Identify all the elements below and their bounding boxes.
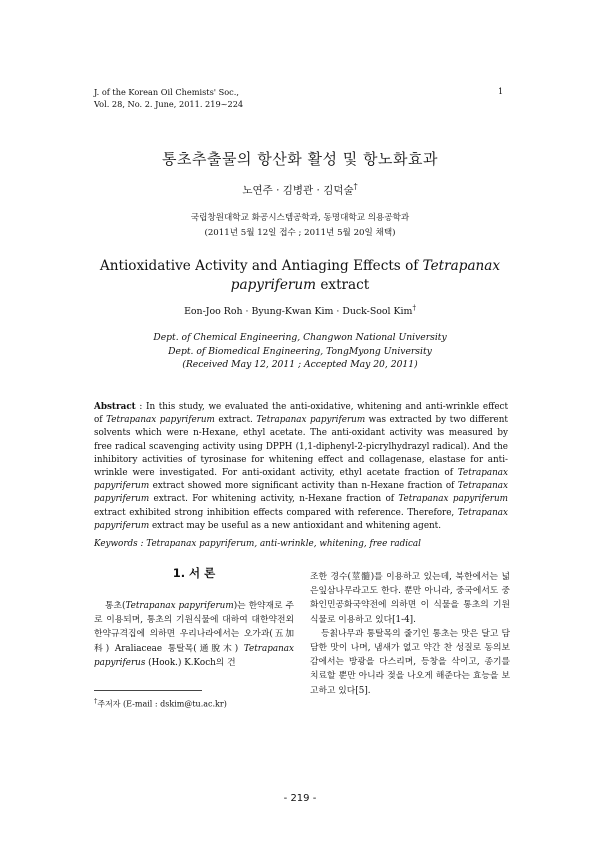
abstract xyxy=(94,401,508,533)
intro-paragraph-2: 등칡나무과 통탈목의 줄기인 통초는 맛은 달고 담담한 맛이 나며, 냄새가 없고 약간 찬 성질로 동의보감에서는 방광을 다스리며, 등창을 삭이고, 종기를 치료할 뿐만 아니라 젖을 나오게 해준다는 효능을 보고하고 있다[5]. xyxy=(310,628,510,696)
abstract-species-2: Tetrapanax papyriferum xyxy=(256,415,366,426)
journal-volume: Vol. 28, No. 2. June, 2011. 219~224 xyxy=(94,99,244,109)
received-dates: (Received May 12, 2011 ; Accepted May 20, 2011) xyxy=(182,359,418,370)
abstract-text-7: extract may be useful as a new antioxidant and whitening agent. xyxy=(149,520,442,531)
english-author-names: Eon-Joo Roh · Byung-Kwan Kim · Duck-Sool Kim xyxy=(184,306,413,318)
corresponding-dagger: † xyxy=(353,182,358,191)
abstract-text-4: extract showed more significant activity than n-Hexane fraction of xyxy=(149,481,458,492)
intro-paragraph-continued: 조한 경수(莖髓)를 이용하고 있는데, 북한에서는 넓은잎삼나무라고도 한다. 뿐만 아니라, 중국에서도 중화인민공화국약전에 의하면 이 식물을 통초의 기원식물로 이용하고 있다[1-4]. xyxy=(310,572,510,625)
abstract-text-5: extract. For whitening activity, n-Hexane fraction of xyxy=(149,494,399,505)
intro-right-column xyxy=(310,570,510,698)
intro-paragraph-1 xyxy=(94,599,294,670)
intro-text-b: )는 한약재로 주로 이용되며, 통초의 기원식물에 대하여 대한약전외 한약규격집에 의하면 우리나라에서는 오가과(五加科) Araliaceae 통탈목(通脫木) xyxy=(94,601,295,654)
korean-authors xyxy=(0,182,600,198)
intro-text-a: 통초( xyxy=(105,601,126,611)
korean-title: 통초추출물의 항산화 활성 및 항노화효과 xyxy=(162,150,438,168)
abstract-text-1: : In this study, we evaluated the anti-oxidative, whitening and anti-wrinkle effect of xyxy=(94,402,508,426)
keywords-label: Keywords xyxy=(94,539,138,549)
intro-left-column xyxy=(94,599,294,670)
english-corresponding-dagger: † xyxy=(412,304,416,312)
korean-affiliation-text: 국립창원대학교 화공시스템공학과, 동명대학교 의용공학과 xyxy=(190,213,410,223)
page-number-top: 1 xyxy=(498,86,504,96)
abstract-species-1: Tetrapanax papyriferum xyxy=(106,415,215,426)
abstract-species-4: Tetrapanax papyriferum xyxy=(94,481,508,505)
abstract-text-2: extract. xyxy=(214,415,257,426)
journal-name: J. of the Korean Oil Chemists' Soc., xyxy=(94,87,239,97)
keywords xyxy=(94,539,514,549)
korean-author-names: 노연주 · 김병관 · 김덕술 xyxy=(242,184,354,197)
english-title xyxy=(80,257,520,295)
footnote-dagger: † xyxy=(94,697,98,705)
abstract-species-6: Tetrapanax papyriferum xyxy=(94,507,508,531)
korean-affiliation xyxy=(0,211,600,241)
abstract-species-5: Tetrapanax papyriferum xyxy=(398,494,508,505)
english-title-suffix: extract xyxy=(316,277,370,293)
section-heading-introduction: 1. 서 론 xyxy=(172,566,216,580)
korean-dates: (2011년 5월 12일 접수 ; 2011년 5월 20일 채택) xyxy=(204,228,396,238)
footnote-text: 주저자 (E-mail : dskim@tu.ac.kr) xyxy=(97,699,227,709)
intro-species-2: Tetrapanax papyriferus xyxy=(94,643,294,668)
abstract-label: Abstract xyxy=(94,402,136,412)
intro-text-c: (Hook.) K.Koch의 건 xyxy=(145,657,236,668)
affiliation-2: Dept. of Biomedical Engineering, TongMyong University xyxy=(168,345,432,357)
abstract-text-3: was extracted by two different solvents which were n-Hexane, ethyl acetate. The anti-oxidant activity was measured by free radical scavenging activity using DPPH (1,1-diphenyl-2-picrylhydrazyl radical). And the inhibitory activities of tyrosinase for whitening effect and collagenase, elastase for anti-wrinkle were investigated. For anti-oxidant activity, ethyl acetate fraction of xyxy=(94,415,508,479)
english-title-species: Tetrapanax papyriferum xyxy=(230,258,501,293)
abstract-text-6: extract exhibited strong inhibition effects compared with reference. Therefore, xyxy=(94,507,458,518)
page-number-bottom: - 219 - xyxy=(283,793,317,804)
english-title-text: Antioxidative Activity and Antiaging Effects of xyxy=(99,258,423,274)
english-affiliation xyxy=(0,331,600,372)
keywords-text: : Tetrapanax papyriferum, anti-wrinkle, whitening, free radical xyxy=(137,539,421,549)
footnote xyxy=(94,697,227,710)
intro-species-1: Tetrapanax papyriferum xyxy=(125,601,234,611)
abstract-species-3: Tetrapanax papyriferum xyxy=(94,468,508,492)
affiliation-1: Dept. of Chemical Engineering, Changwon National University xyxy=(153,332,447,343)
footnote-divider xyxy=(94,690,202,691)
english-authors xyxy=(0,304,600,317)
journal-citation xyxy=(94,86,243,110)
